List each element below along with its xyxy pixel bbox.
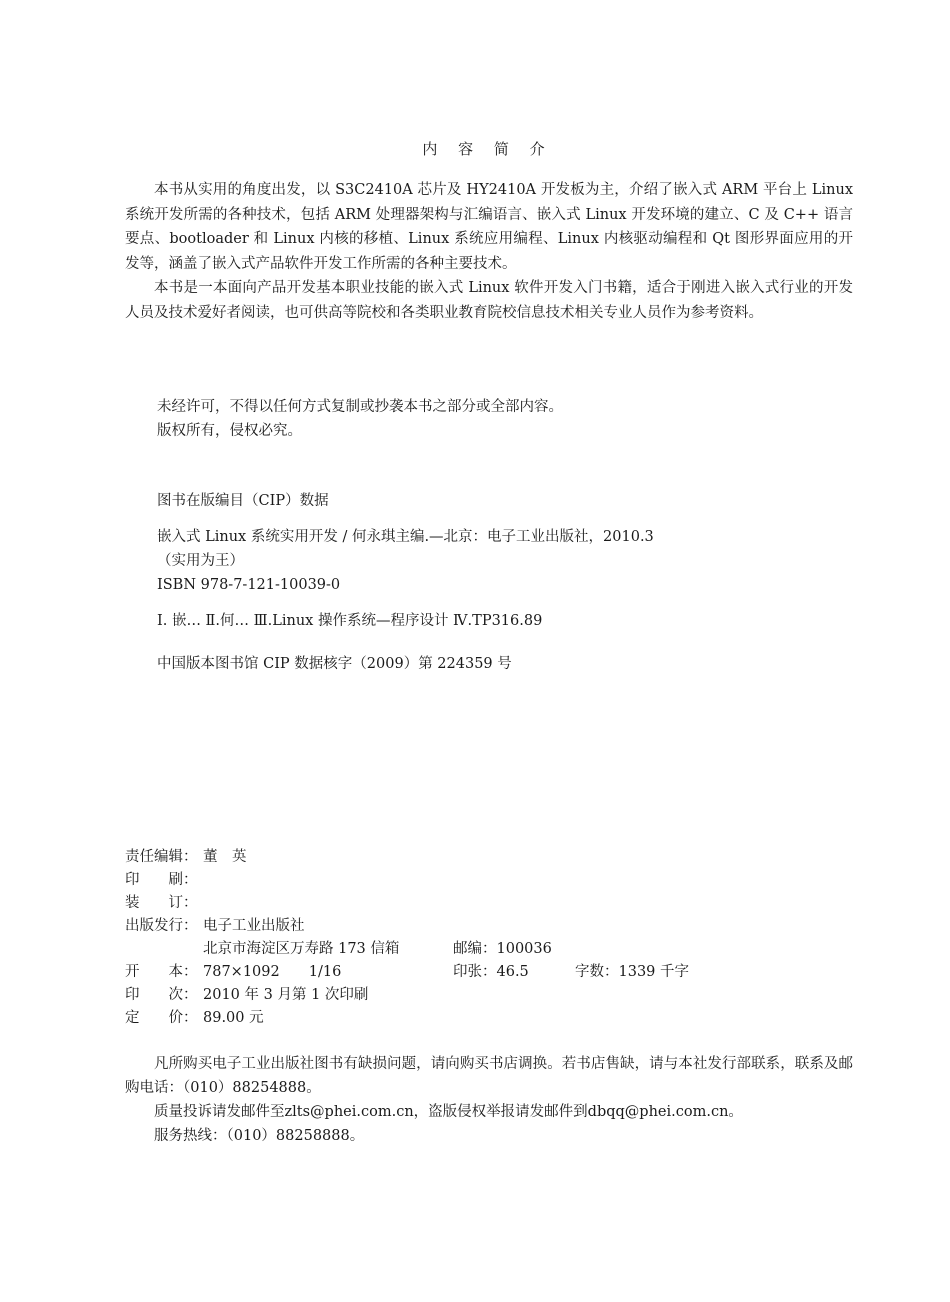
summary-paragraph-1: 本书从实用的角度出发，以 S3C2410A 芯片及 HY2410A 开发板为主，介绍了嵌入式 ARM 平台上 Linux 系统开发所需的各种技术，包括 ARM 处理器架构与汇编语言、嵌入式 Linux 开发环境的建立、C 及 C++ 语言要点、bootloader 和 Linux 内核的移植、Linux 系统应用编程、Linux 内核驱动编程和 Qt 图形界面应用的开发等，涵盖了嵌入式产品软件开发工作所需的各种主要技术。 <box>125 182 853 272</box>
cip-classification-text: Ⅰ. 嵌… Ⅱ.何… Ⅲ.Linux 操作系统—程序设计 Ⅳ.TP316.89 <box>157 613 543 629</box>
complaint-notice: 质量投诉请发邮件至zlts@phei.com.cn，盗版侵权举报请发邮件到dbqq@phei.com.cn。 <box>154 1104 743 1120</box>
cip-classification <box>157 609 542 633</box>
purchase-notice: 凡所购买电子工业出版社图书有缺损问题，请向购买书店调换。若书店售缺，请与本社发行部联系，联系及邮购电话：（010）88254888。 <box>125 1056 853 1096</box>
cip-number <box>157 652 512 676</box>
copyright-line-1: 未经许可，不得以任何方式复制或抄袭本书之部分或全部内容。 <box>157 399 563 415</box>
publisher-label: 出版发行： <box>125 918 198 934</box>
book-summary <box>125 178 853 325</box>
print-label: 印 刷： <box>125 872 198 888</box>
cip-number-text: 中国版本图书馆 CIP 数据核字（2009）第 224359 号 <box>157 656 512 672</box>
word-count: 字数：1339 千字 <box>575 964 690 980</box>
format-value: 787×1092 1/16 <box>203 964 342 980</box>
copyright-notice <box>157 395 563 443</box>
copyright-line-2: 版权所有，侵权必究。 <box>157 423 302 439</box>
cip-entry <box>157 525 654 597</box>
customer-notice <box>125 1052 853 1148</box>
format-label: 开 本： <box>125 964 198 980</box>
summary-paragraph-2: 本书是一本面向产品开发基本职业技能的嵌入式 Linux 软件开发入门书籍，适合于刚进入嵌入式行业的开发人员及技术爱好者阅读，也可供高等院校和各类职业教育院校信息技术相关专业人员作为参考资料。 <box>125 280 853 321</box>
printed-sheets: 印张：46.5 <box>453 964 529 980</box>
binding-label: 装 订： <box>125 895 198 911</box>
service-hotline: 服务热线：（010）88258888。 <box>154 1128 365 1144</box>
edition-value: 2010 年 3 月第 1 次印刷 <box>203 987 369 1003</box>
cip-heading <box>157 489 329 513</box>
editor-value: 董 英 <box>203 849 247 865</box>
cip-heading-text: 图书在版编目（CIP）数据 <box>157 493 329 509</box>
cip-series: （实用为王） <box>157 553 244 569</box>
cip-isbn: ISBN 978-7-121-10039-0 <box>157 577 341 593</box>
price-value: 89.00 元 <box>203 1010 264 1026</box>
cip-entry-text: 嵌入式 Linux 系统实用开发 / 何永琪主编.—北京：电子工业出版社，2010.3 <box>157 529 654 545</box>
page-title: 内 容 简 介 <box>422 140 553 158</box>
publisher-value: 电子工业出版社 <box>203 918 305 934</box>
edition-label: 印 次： <box>125 987 198 1003</box>
postcode: 邮编：100036 <box>453 941 552 957</box>
publisher-address: 北京市海淀区万寿路 173 信箱 <box>203 941 400 957</box>
price-label: 定 价： <box>125 1010 198 1026</box>
editor-label: 责任编辑： <box>125 849 198 865</box>
